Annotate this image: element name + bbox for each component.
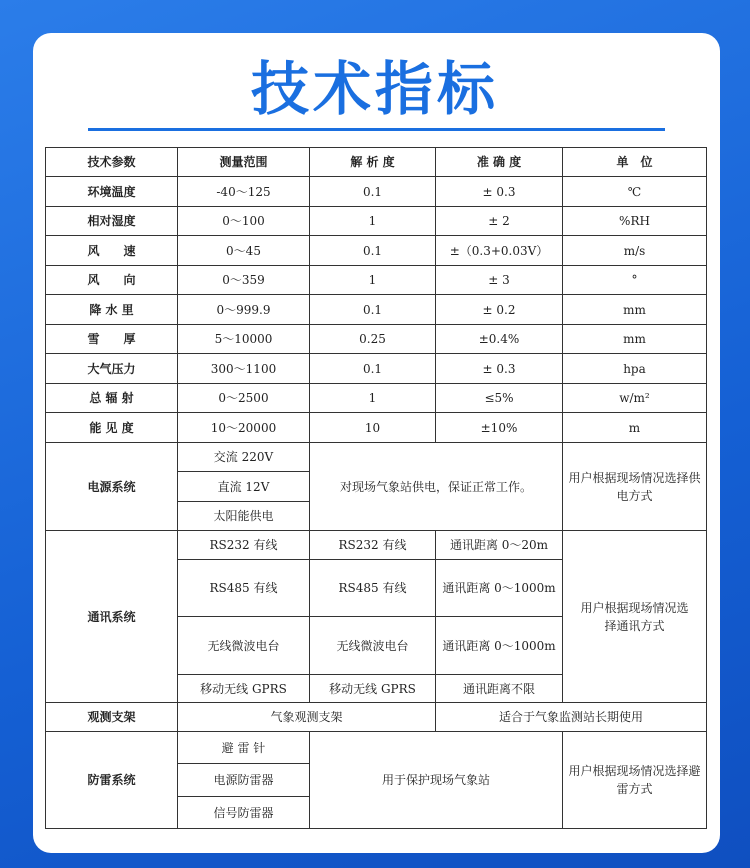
resolution-cell: 0.1: [310, 177, 436, 207]
table-header-row: [46, 148, 707, 177]
unit-cell: °: [563, 266, 707, 295]
header-cell: 技术参数: [46, 148, 178, 177]
lightning-option: 避 雷 针: [178, 732, 310, 764]
header-cell: 测量范围: [178, 148, 310, 177]
accuracy-cell: ± 0.3: [436, 177, 563, 207]
lightning-option: 电源防雷器: [178, 764, 310, 797]
table-row: [46, 236, 707, 266]
accuracy-cell: ± 0.2: [436, 295, 563, 325]
accuracy-cell: ± 0.3: [436, 354, 563, 384]
range-cell: -40～125: [178, 177, 310, 207]
lightning-description: 用于保护现场气象站: [310, 732, 563, 829]
table-row: [46, 384, 707, 413]
table-row: [46, 177, 707, 207]
page-title: 技术指标: [250, 55, 499, 123]
comm-mode: 移动无线 GPRS: [310, 675, 436, 703]
param-name: 相对湿度: [46, 207, 178, 236]
comm-distance: 通讯距离 0～20m: [436, 531, 563, 560]
resolution-cell: 1: [310, 266, 436, 295]
accuracy-cell: ± 3: [436, 266, 563, 295]
range-cell: 0～359: [178, 266, 310, 295]
resolution-cell: 10: [310, 413, 436, 443]
range-cell: 0～2500: [178, 384, 310, 413]
comm-row: [46, 531, 707, 560]
comm-note: 用户根据现场情况选择通讯方式: [563, 531, 707, 703]
lightning-option: 信号防雷器: [178, 797, 310, 829]
mount-note: 适合于气象监测站长期使用: [436, 703, 707, 732]
unit-cell: w/m²: [563, 384, 707, 413]
power-description: 对现场气象站供电，保证正常工作。: [310, 443, 563, 531]
param-name: 环境温度: [46, 177, 178, 207]
table-row: [46, 354, 707, 384]
resolution-cell: 1: [310, 207, 436, 236]
power-note: 用户根据现场情况选择供电方式: [563, 443, 707, 531]
unit-cell: m: [563, 413, 707, 443]
resolution-cell: 0.25: [310, 325, 436, 354]
range-cell: 0～999.9: [178, 295, 310, 325]
accuracy-cell: ±（0.3+0.03V）: [436, 236, 563, 266]
range-cell: 5～10000: [178, 325, 310, 354]
table-row: [46, 413, 707, 443]
accuracy-cell: ± 2: [436, 207, 563, 236]
mount-label: 观测支架: [46, 703, 178, 732]
accuracy-cell: ≤5%: [436, 384, 563, 413]
lightning-note: 用户根据现场情况选择避雷方式: [563, 732, 707, 829]
range-cell: 0～45: [178, 236, 310, 266]
unit-cell: m/s: [563, 236, 707, 266]
param-name: 风 向: [46, 266, 178, 295]
resolution-cell: 1: [310, 384, 436, 413]
range-cell: 0～100: [178, 207, 310, 236]
param-name: 大气压力: [46, 354, 178, 384]
table-row: [46, 266, 707, 295]
header-cell: 解 析 度: [310, 148, 436, 177]
comm-distance: 通讯距离 0～1000m: [436, 617, 563, 675]
comm-system-label: 通讯系统: [46, 531, 178, 703]
resolution-cell: 0.1: [310, 295, 436, 325]
resolution-cell: 0.1: [310, 354, 436, 384]
accuracy-cell: ±10%: [436, 413, 563, 443]
comm-mode: RS232 有线: [310, 531, 436, 560]
header-cell: 准 确 度: [436, 148, 563, 177]
table-row: [46, 295, 707, 325]
mount-value: 气象观测支架: [178, 703, 436, 732]
comm-distance: 通讯距离不限: [436, 675, 563, 703]
comm-type: RS485 有线: [178, 560, 310, 617]
param-name: 总 辐 射: [46, 384, 178, 413]
comm-type: 无线微波电台: [178, 617, 310, 675]
param-name: 能 见 度: [46, 413, 178, 443]
table-row: [46, 325, 707, 354]
header-cell: 单 位: [563, 148, 707, 177]
table-row: [46, 207, 707, 236]
power-row: [46, 443, 707, 472]
range-cell: 300～1100: [178, 354, 310, 384]
resolution-cell: 0.1: [310, 236, 436, 266]
power-system-label: 电源系统: [46, 443, 178, 531]
spec-table: [45, 147, 707, 829]
unit-cell: hpa: [563, 354, 707, 384]
mount-row: [46, 703, 707, 732]
param-name: 降 水 里: [46, 295, 178, 325]
unit-cell: mm: [563, 295, 707, 325]
lightning-system-label: 防雷系统: [46, 732, 178, 829]
param-name: 风 速: [46, 236, 178, 266]
comm-mode: RS485 有线: [310, 560, 436, 617]
lightning-row: [46, 732, 707, 764]
title-divider: [88, 128, 665, 131]
power-option: 直流 12V: [178, 472, 310, 502]
unit-cell: mm: [563, 325, 707, 354]
power-option: 交流 220V: [178, 443, 310, 472]
unit-cell: ℃: [563, 177, 707, 207]
power-option: 太阳能供电: [178, 502, 310, 531]
comm-type: 移动无线 GPRS: [178, 675, 310, 703]
comm-type: RS232 有线: [178, 531, 310, 560]
unit-cell: %RH: [563, 207, 707, 236]
param-name: 雪 厚: [46, 325, 178, 354]
range-cell: 10～20000: [178, 413, 310, 443]
comm-mode: 无线微波电台: [310, 617, 436, 675]
accuracy-cell: ±0.4%: [436, 325, 563, 354]
comm-distance: 通讯距离 0～1000m: [436, 560, 563, 617]
